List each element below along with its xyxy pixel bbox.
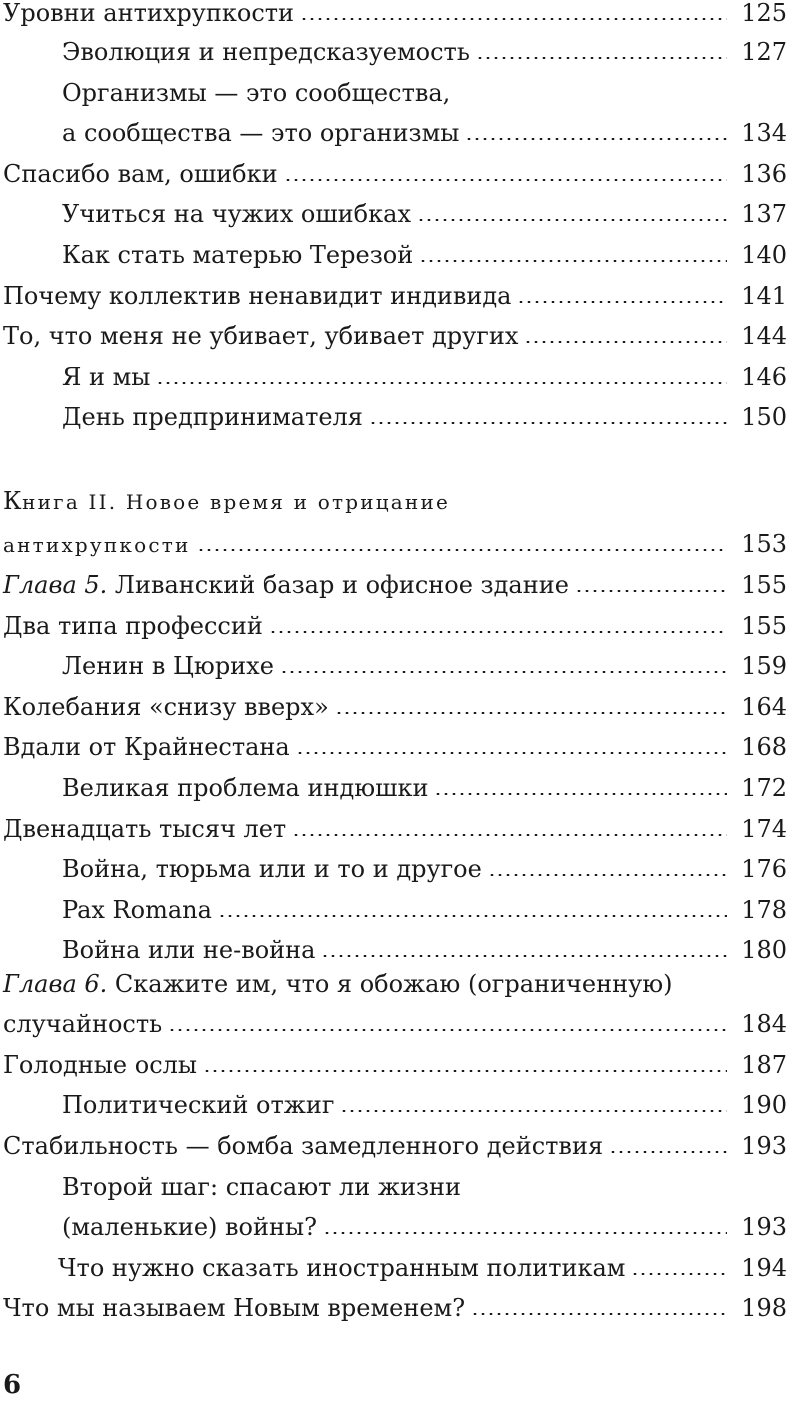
entry-title: Два типа профессий xyxy=(3,612,263,640)
entry-title: случайность xyxy=(3,1010,163,1038)
entry-page: 168 xyxy=(741,733,787,761)
entry-page: 144 xyxy=(741,322,787,350)
entry-title: Политический отжиг xyxy=(62,1091,335,1119)
entry-page: 164 xyxy=(741,693,787,721)
toc-entry xyxy=(3,1291,787,1325)
entry-page: 146 xyxy=(741,363,787,391)
dot-leader xyxy=(296,752,727,754)
dot-leader xyxy=(323,1232,727,1234)
book-heading-initial: К xyxy=(3,487,23,515)
toc-entry xyxy=(3,690,787,724)
entry-page: 127 xyxy=(741,38,787,66)
dot-leader xyxy=(465,138,727,140)
dot-leader xyxy=(284,179,728,181)
entry-title: Вдали от Крайнестана xyxy=(3,733,290,761)
dot-leader xyxy=(419,260,727,262)
entry-title: Колебания «снизу вверх» xyxy=(3,693,329,721)
toc-entry xyxy=(3,157,787,191)
toc-entry xyxy=(3,319,787,353)
entry-page: 150 xyxy=(741,403,787,431)
entry-title: Организмы — это сообщества, xyxy=(62,79,451,107)
entry-page: 140 xyxy=(741,241,787,269)
toc-entry xyxy=(3,0,787,30)
toc-entry xyxy=(62,76,787,110)
toc-entry xyxy=(3,609,787,643)
entry-title xyxy=(3,967,672,1001)
toc-entry xyxy=(62,1170,787,1204)
dot-leader xyxy=(434,793,727,795)
dot-leader xyxy=(269,631,727,633)
entry-page: 193 xyxy=(741,1132,787,1160)
entry-title: Как стать матерью Терезой xyxy=(62,241,414,269)
toc-entry xyxy=(3,812,787,846)
entry-title: День предпринимателя xyxy=(62,403,363,431)
dot-leader xyxy=(292,834,727,836)
page-number: 6 xyxy=(3,1370,22,1400)
entry-title: То, что меня не убивает, убивает других xyxy=(3,322,519,350)
toc-entry xyxy=(62,1088,787,1122)
toc-entry xyxy=(62,649,787,683)
toc-entry xyxy=(58,1251,787,1285)
entry-title: Война или не-война xyxy=(62,936,316,964)
toc-entry xyxy=(3,279,787,313)
chapter-title: Скажите им, что я обожаю (ограниченную) xyxy=(107,970,673,998)
dot-leader xyxy=(476,57,727,59)
entry-page: 198 xyxy=(741,1294,787,1322)
entry-title: а сообщества — это организмы xyxy=(62,119,460,147)
entry-page: 180 xyxy=(741,936,787,964)
chapter-label: Глава 5. xyxy=(3,571,108,599)
toc-entry xyxy=(62,35,787,69)
dot-leader xyxy=(280,671,727,673)
dot-leader xyxy=(517,301,727,303)
dot-leader xyxy=(300,18,727,20)
entry-page: 193 xyxy=(741,1213,787,1241)
toc-entry xyxy=(3,1048,787,1082)
dot-leader xyxy=(524,341,727,343)
chapter-label: Глава 6. xyxy=(3,970,108,998)
toc-entry xyxy=(62,1210,787,1244)
entry-page: 159 xyxy=(741,652,787,680)
entry-page: 136 xyxy=(741,160,787,188)
entry-title: Pax Romana xyxy=(62,896,212,924)
toc-entry xyxy=(3,1129,787,1163)
entry-title: Эволюция и непредсказуемость xyxy=(62,38,470,66)
entry-title: Почему коллектив ненавидит индивида xyxy=(3,282,512,310)
entry-title: Спасибо вам, ошибки xyxy=(3,160,278,188)
entry-title: Стабильность — бомба замедленного действия xyxy=(3,1132,604,1160)
dot-leader xyxy=(156,382,727,384)
dot-leader xyxy=(197,549,728,551)
dot-leader xyxy=(471,1313,727,1315)
book-heading-line2: антихрупкости xyxy=(3,533,191,557)
entry-page: 134 xyxy=(741,119,787,147)
dot-leader xyxy=(321,955,727,957)
toc-entry xyxy=(62,238,787,272)
toc-entry-chapter xyxy=(3,568,787,602)
book-heading xyxy=(3,484,450,519)
entry-page: 125 xyxy=(741,0,787,27)
entry-page: 184 xyxy=(741,1010,787,1038)
toc-entry xyxy=(62,197,787,231)
entry-page: 141 xyxy=(741,282,787,310)
dot-leader xyxy=(609,1151,727,1153)
entry-page: 153 xyxy=(741,530,787,558)
entry-title xyxy=(3,568,569,602)
dot-leader xyxy=(488,874,727,876)
book-heading-line1: нига II. Новое время и отрицание xyxy=(22,490,451,514)
entry-page: 176 xyxy=(741,855,787,883)
entry-title: Ленин в Цюрихе xyxy=(62,652,274,680)
dot-leader xyxy=(340,1110,727,1112)
entry-title: Второй шаг: спасают ли жизни xyxy=(62,1173,462,1201)
dot-leader xyxy=(203,1070,727,1072)
entry-page: 190 xyxy=(741,1091,787,1119)
toc-entry xyxy=(62,852,787,886)
entry-page: 137 xyxy=(741,200,787,228)
toc-entry xyxy=(3,1007,787,1041)
entry-title: Уровни антихрупкости xyxy=(3,0,295,27)
entry-title: Я и мы xyxy=(62,363,151,391)
entry-page: 187 xyxy=(741,1051,787,1079)
dot-leader xyxy=(218,915,727,917)
dot-leader xyxy=(631,1273,727,1275)
toc-entry xyxy=(3,730,787,764)
entry-page: 155 xyxy=(741,612,787,640)
dot-leader xyxy=(168,1029,727,1031)
entry-page: 178 xyxy=(741,896,787,924)
toc-entry xyxy=(62,771,787,805)
dot-leader xyxy=(417,219,727,221)
entry-title: Великая проблема индюшки xyxy=(62,774,429,802)
toc-entry xyxy=(62,400,787,434)
entry-title: Учиться на чужих ошибках xyxy=(62,200,411,228)
toc-entry xyxy=(62,116,787,150)
chapter-title: Ливанский базар и офисное здание xyxy=(107,571,569,599)
entry-page: 155 xyxy=(741,571,787,599)
toc-entry-book xyxy=(3,527,787,561)
dot-leader xyxy=(369,422,727,424)
dot-leader xyxy=(335,712,727,714)
entry-page: 194 xyxy=(741,1254,787,1282)
entry-page: 174 xyxy=(741,815,787,843)
dot-leader xyxy=(575,590,727,592)
toc-entry-chapter xyxy=(3,967,787,1001)
toc-entry xyxy=(62,893,787,927)
entry-title: Голодные ослы xyxy=(3,1051,197,1079)
entry-title: Что нужно сказать иностранным политикам xyxy=(58,1254,626,1282)
entry-title: Что мы называем Новым временем? xyxy=(3,1294,466,1322)
entry-title: (маленькие) войны? xyxy=(62,1213,317,1241)
entry-page: 172 xyxy=(741,774,787,802)
toc-entry xyxy=(62,933,787,967)
toc-entry xyxy=(62,360,787,394)
entry-title: Двенадцать тысяч лет xyxy=(3,815,287,843)
entry-title: Война, тюрьма или и то и другое xyxy=(62,855,482,883)
